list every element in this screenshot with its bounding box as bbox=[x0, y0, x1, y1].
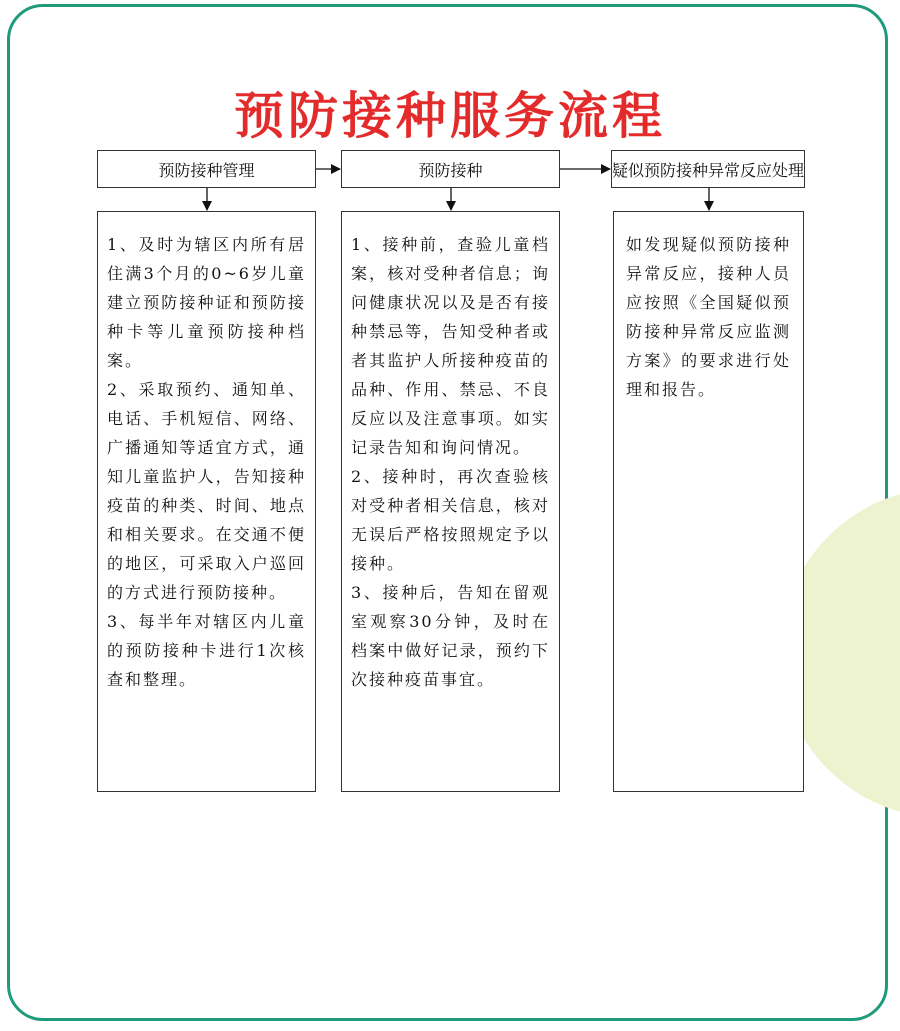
step-header-adverse-reaction: 疑似预防接种异常反应处理 bbox=[611, 150, 805, 188]
content-paragraph: 3、每半年对辖区内儿童的预防接种卡进行1次核查和整理。 bbox=[107, 612, 306, 689]
content-paragraph: 2、采取预约、通知单、电话、手机短信、网络、广播通知等适宜方式，通知儿童监护人，告知接种疫苗的种类、时间、地点和相关要求。在交通不便的地区，可采取入户巡回的方式进行预防接种。 bbox=[107, 380, 306, 602]
step-header-management: 预防接种管理 bbox=[97, 150, 316, 188]
content-paragraph: 如发现疑似预防接种异常反应，接种人员应按照《全国疑似预防接种异常反应监测方案》的要求进行处理和报告。 bbox=[626, 235, 791, 399]
step-header-vaccination: 预防接种 bbox=[341, 150, 560, 188]
content-paragraph: 2、接种时，再次查验核对受种者相关信息，核对无误后严格按照规定予以接种。 bbox=[351, 467, 550, 573]
page-title: 预防接种服务流程 bbox=[234, 87, 666, 145]
content-paragraph: 1、及时为辖区内所有居住满3个月的0~6岁儿童建立预防接种证和预防接种卡等儿童预防接种档案。 bbox=[107, 235, 306, 370]
content-paragraph: 1、接种前，查验儿童档案，核对受种者信息；询问健康状况以及是否有接种禁忌等，告知受种者或者其监护人所接种疫苗的品种、作用、禁忌、不良反应以及注意事项。如实记录告知和询问情况。 bbox=[351, 235, 550, 457]
content-paragraph: 3、接种后，告知在留观室观察30分钟，及时在档案中做好记录，预约下次接种疫苗事宜。 bbox=[351, 583, 550, 689]
